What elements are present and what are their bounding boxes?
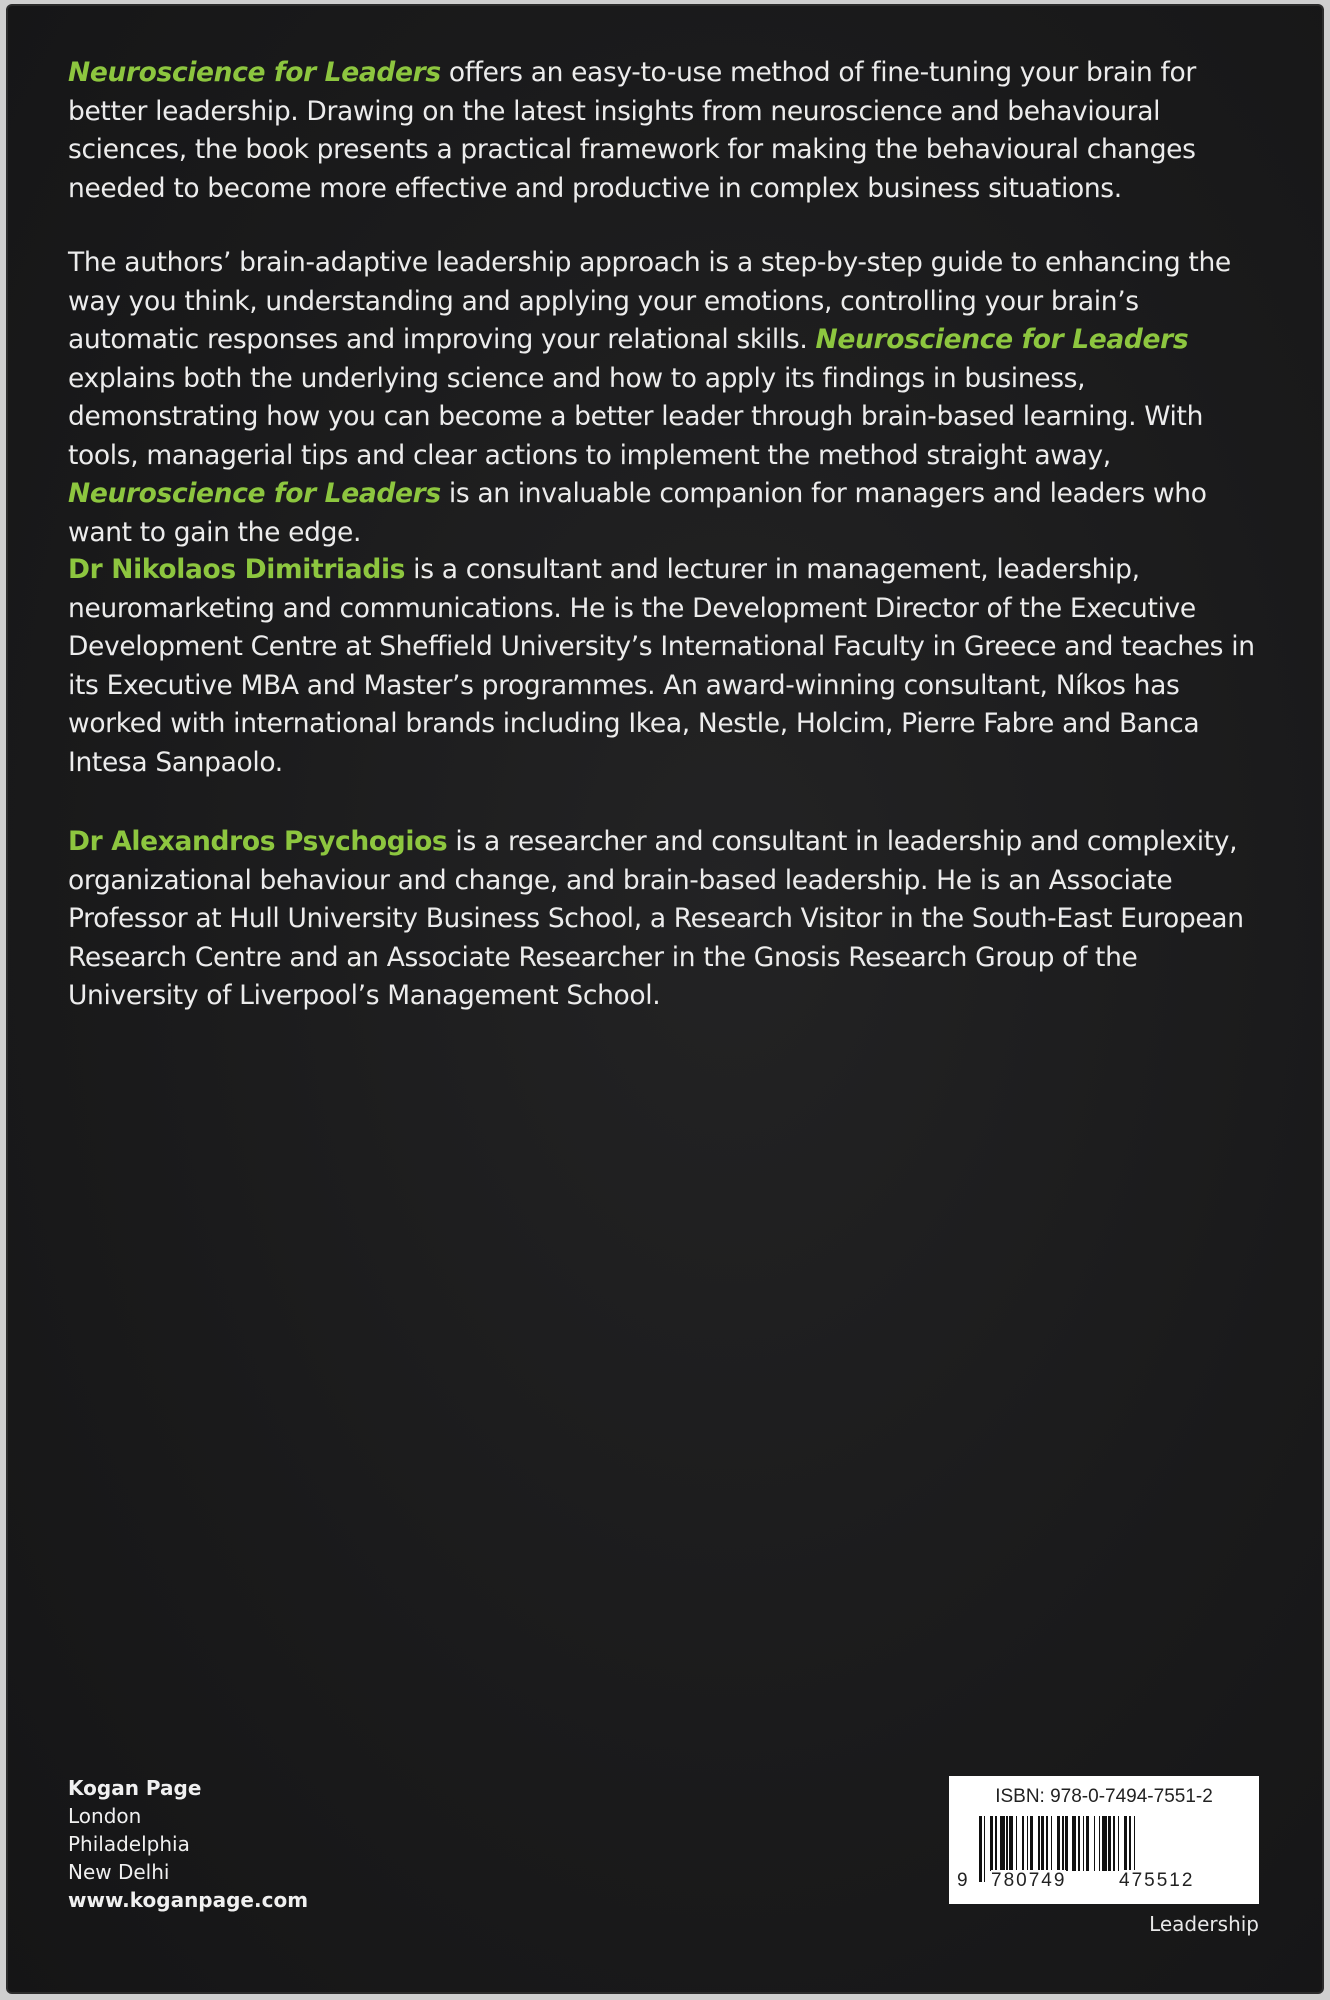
barcode-bar bbox=[1046, 1816, 1048, 1871]
bio-text: is a consultant and lecturer in management, leadership, neuromarketing and communications. He is the Development Director of the Executive Development Centre at Sheffield University’s International Faculty in Greece and teaches in its Executive MBA and Master’s programmes. An award-winning consultant, Níkos has worked with international brands including Ikea, Nestle, Holcim, Pierre Fabre and Banca Intesa Sanpaolo. bbox=[68, 554, 1255, 778]
bio-text: is a researcher and consultant in leadership and complexity, organizational behaviour and change, and brain-based leadership. He is an Associate Professor at Hull University Business School, a Research Visitor in the South-East European Research Centre and an Associate Researcher in the Gnosis Research Group of the University of Liverpool’s Management School. bbox=[68, 826, 1244, 1011]
blurb-text: is an invaluable companion for managers and leaders who want to gain the edge. bbox=[68, 478, 1207, 548]
barcode-bar bbox=[979, 1816, 982, 1882]
barcode-bar bbox=[1009, 1816, 1012, 1871]
author-name: Dr Nikolaos Dimitriadis bbox=[68, 554, 406, 585]
barcode-digits-left: 780749 bbox=[991, 1870, 1067, 1891]
publisher-block bbox=[68, 1774, 308, 1914]
barcode-bar bbox=[1108, 1816, 1111, 1871]
barcode-bar bbox=[1083, 1816, 1085, 1871]
category-label: Leadership bbox=[1149, 1912, 1259, 1936]
barcode-bar bbox=[1000, 1816, 1005, 1871]
barcode-bar bbox=[1022, 1816, 1024, 1871]
blurb-text: explains both the underlying science and how to apply its findings in business, demonstrating how you can become a better leader through brain-based learning. With tools, managerial tips and clear actions to implement the method straight away, bbox=[68, 362, 1204, 471]
book-title-mention: Neuroscience for Leaders bbox=[815, 324, 1189, 355]
author-bio-psychogios bbox=[68, 823, 1268, 1016]
publisher-name: Kogan Page bbox=[68, 1776, 202, 1800]
barcode-bar bbox=[995, 1816, 997, 1871]
barcode-digit-first: 9 bbox=[957, 1870, 970, 1891]
barcode-bar bbox=[1099, 1816, 1101, 1871]
barcode-bar bbox=[1016, 1816, 1018, 1871]
barcode-bar bbox=[1051, 1816, 1053, 1871]
barcode-bar bbox=[1027, 1816, 1029, 1871]
barcode-digits-right: 475512 bbox=[1119, 1870, 1195, 1891]
author-bio-dimitriadis bbox=[68, 551, 1268, 782]
barcode-bar bbox=[1124, 1816, 1127, 1871]
barcode-bar bbox=[1041, 1816, 1044, 1871]
barcode-bar bbox=[1006, 1816, 1008, 1871]
blurb-text: offers an easy-to-use method of fine-tuning your brain for better leadership. Drawing on the latest insights from neuroscience and behavioural sciences, the book presents a practical framework for making the behavioural changes needed to become more effective and productive in complex business situations. bbox=[68, 57, 1196, 204]
blurb-text: The authors’ brain-adaptive leadership approach is a step-by-step guide to enhancing the way you think, understanding and applying your emotions, controlling your brain’s automatic responses and improving your relational skills. bbox=[68, 247, 1231, 355]
blurb-paragraph-2 bbox=[68, 244, 1268, 552]
back-cover bbox=[6, 4, 1324, 1994]
barcode-bar bbox=[1030, 1816, 1033, 1871]
publisher-city: New Delhi bbox=[68, 1860, 170, 1884]
author-name: Dr Alexandros Psychogios bbox=[68, 826, 448, 857]
barcode-bar bbox=[1094, 1816, 1096, 1871]
barcode-bar bbox=[1072, 1816, 1077, 1871]
book-title-mention: Neuroscience for Leaders bbox=[68, 57, 441, 88]
barcode-bar bbox=[1118, 1816, 1120, 1871]
barcode-bar bbox=[1086, 1816, 1089, 1871]
barcode-bar bbox=[984, 1816, 986, 1882]
barcode-bar bbox=[1113, 1816, 1115, 1871]
isbn-label: ISBN: 978-0-7494-7551-2 bbox=[995, 1786, 1213, 1807]
isbn-barcode bbox=[949, 1776, 1259, 1904]
barcode-bar bbox=[990, 1816, 993, 1871]
barcode-bar bbox=[1065, 1816, 1068, 1871]
publisher-city: Philadelphia bbox=[68, 1832, 190, 1856]
barcode-bar bbox=[1078, 1816, 1080, 1871]
barcode-bar bbox=[1129, 1816, 1131, 1871]
barcode-bar bbox=[1102, 1816, 1107, 1871]
publisher-website: www.koganpage.com bbox=[68, 1888, 309, 1912]
barcode-bar bbox=[1038, 1816, 1040, 1871]
publisher-city: London bbox=[68, 1804, 142, 1828]
book-title-mention: Neuroscience for Leaders bbox=[68, 478, 441, 509]
blurb-paragraph-1 bbox=[68, 54, 1268, 208]
